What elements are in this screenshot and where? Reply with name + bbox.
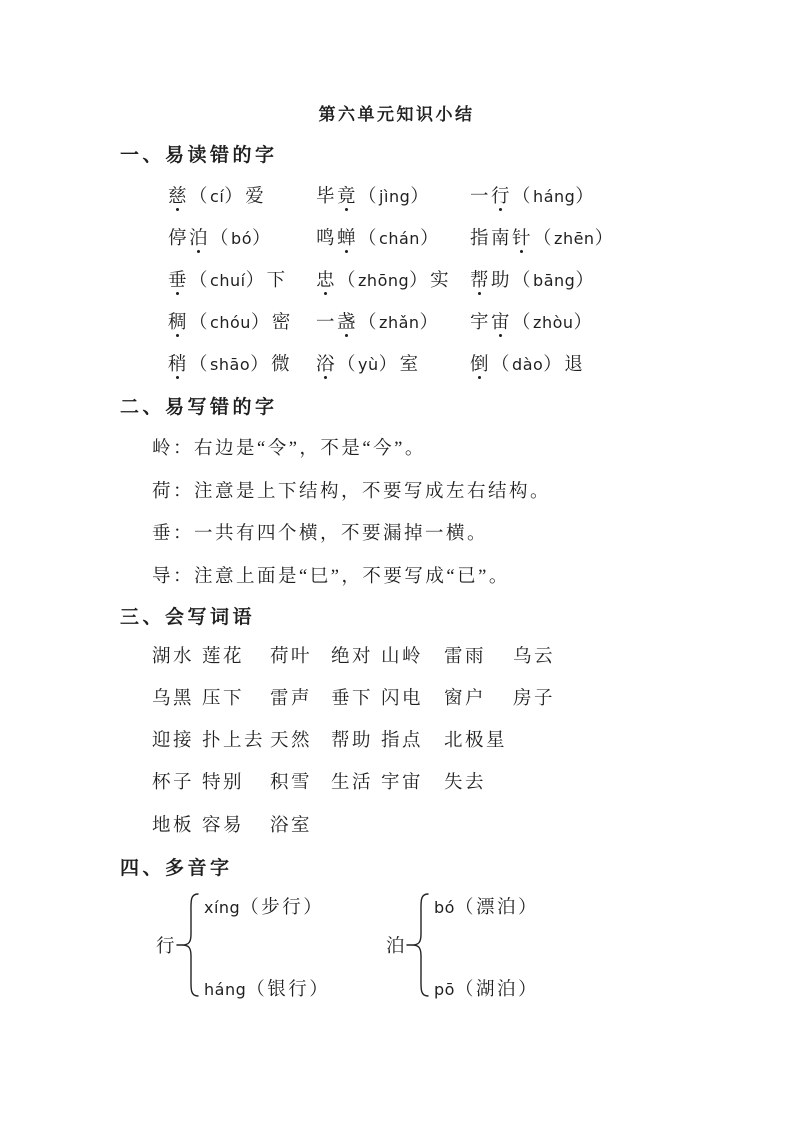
misread-term xyxy=(168,185,316,209)
paren-open: （ xyxy=(189,271,211,291)
term-pre: 一 xyxy=(316,313,338,333)
misread-term xyxy=(316,269,470,293)
paren-close: ） xyxy=(245,271,267,291)
word: 乌云 xyxy=(513,647,556,667)
paren-open: （ xyxy=(337,355,359,375)
polyphone-group xyxy=(156,890,406,1008)
example-word: （漂泊） xyxy=(454,898,539,918)
word: 莲花 xyxy=(202,647,245,667)
word-row xyxy=(152,687,772,711)
section-heading-miswritten: 二、易写错的字 xyxy=(120,397,278,418)
polyphone-reading xyxy=(204,978,330,1002)
pinyin: chán xyxy=(379,229,420,248)
term-post: 退 xyxy=(564,355,586,375)
polyphone-char: 行 xyxy=(156,937,175,957)
term-pre: 宇 xyxy=(470,313,492,333)
emphasis-char: 针 xyxy=(512,229,534,249)
word: 天然 xyxy=(270,731,313,751)
paren-close: ） xyxy=(575,187,597,207)
pinyin: pō xyxy=(434,980,455,999)
word: 特别 xyxy=(202,773,245,793)
word: 山岭 xyxy=(381,647,424,667)
paren-open: （ xyxy=(358,313,380,333)
misread-row xyxy=(168,185,748,209)
section-heading-words: 三、会写词语 xyxy=(120,607,256,628)
misread-row xyxy=(168,311,748,335)
word: 指点 xyxy=(381,731,424,751)
pinyin: yù xyxy=(358,355,379,374)
pinyin: cí xyxy=(210,187,225,206)
pinyin: shāo xyxy=(210,355,251,374)
page-title: 第六单元知识小结 xyxy=(318,105,475,124)
paren-close: ） xyxy=(419,313,441,333)
misread-term xyxy=(168,311,316,335)
misread-row xyxy=(168,353,748,377)
pinyin: bó xyxy=(231,229,252,248)
misread-row xyxy=(168,227,748,251)
paren-open: （ xyxy=(337,271,359,291)
pinyin: háng xyxy=(204,980,247,999)
term-pre: 指南 xyxy=(470,229,513,249)
misread-term xyxy=(168,269,316,293)
term-post: 室 xyxy=(399,355,421,375)
pinyin: chuí xyxy=(210,271,246,290)
paren-close: ） xyxy=(594,229,616,249)
emphasis-char: 泊 xyxy=(189,229,211,249)
word: 房子 xyxy=(513,689,556,709)
paren-close: ） xyxy=(378,355,400,375)
pinyin: zhǎn xyxy=(379,313,420,332)
curly-brace-icon xyxy=(176,892,200,998)
emphasis-char: 帮 xyxy=(470,271,492,291)
note-line: 荷：注意是上下结构，不要写成左右结构。 xyxy=(152,482,552,502)
word: 杯子 xyxy=(152,773,195,793)
paren-open: （ xyxy=(189,355,211,375)
misread-term xyxy=(470,185,748,209)
misread-term xyxy=(316,353,470,377)
word: 宇宙 xyxy=(381,773,424,793)
emphasis-char: 盏 xyxy=(337,313,359,333)
paren-close: ） xyxy=(250,313,272,333)
word: 闪电 xyxy=(381,689,424,709)
note-line: 岭：右边是“令”，不是“今”。 xyxy=(152,439,426,459)
word: 垂下 xyxy=(331,689,374,709)
misread-term xyxy=(470,269,748,293)
polyphone-char: 泊 xyxy=(386,937,405,957)
word: 地板 xyxy=(152,816,195,836)
misread-term xyxy=(316,311,470,335)
misread-term xyxy=(470,227,748,251)
term-pre: 鸣 xyxy=(316,229,338,249)
word-row xyxy=(152,771,772,795)
polyphone-reading xyxy=(204,896,324,920)
emphasis-char: 稍 xyxy=(168,355,190,375)
word: 迎接 xyxy=(152,731,195,751)
pinyin: zhēn xyxy=(554,229,595,248)
misread-term xyxy=(316,227,470,251)
word-row xyxy=(152,814,772,838)
paren-close: ） xyxy=(224,187,246,207)
word: 乌黑 xyxy=(152,689,195,709)
emphasis-char: 稠 xyxy=(168,313,190,333)
paren-open: （ xyxy=(358,187,380,207)
word: 绝对 xyxy=(331,647,374,667)
pinyin: jìng xyxy=(379,187,411,206)
word: 生活 xyxy=(331,773,374,793)
section-heading-misread: 一、易读错的字 xyxy=(120,145,278,166)
emphasis-char: 慈 xyxy=(168,187,190,207)
polyphone-reading xyxy=(434,978,539,1002)
word: 窗户 xyxy=(444,689,487,709)
word-row xyxy=(152,729,772,753)
misread-row xyxy=(168,269,748,293)
word: 容易 xyxy=(202,816,245,836)
pinyin: bó xyxy=(434,898,455,917)
word: 帮助 xyxy=(331,731,374,751)
paren-close: ） xyxy=(575,271,597,291)
term-pre: 毕 xyxy=(316,187,338,207)
pinyin: zhōng xyxy=(358,271,410,290)
paren-open: （ xyxy=(210,229,232,249)
term-mid: 助 xyxy=(491,271,513,291)
word: 北极星 xyxy=(444,731,508,751)
paren-close: ） xyxy=(250,355,272,375)
note-line: 导：注意上面是“巳”，不要写成“已”。 xyxy=(152,567,510,587)
paren-open: （ xyxy=(533,229,555,249)
pinyin: zhòu xyxy=(533,313,574,332)
emphasis-char: 行 xyxy=(491,187,513,207)
term-post: 下 xyxy=(266,271,288,291)
word: 雷雨 xyxy=(444,647,487,667)
word: 扑上去 xyxy=(202,731,266,751)
example-word: （步行） xyxy=(240,898,325,918)
emphasis-char: 宙 xyxy=(491,313,513,333)
paren-close: ） xyxy=(252,229,274,249)
paren-close: ） xyxy=(419,229,441,249)
curly-brace-icon xyxy=(406,892,430,998)
term-post: 密 xyxy=(271,313,293,333)
emphasis-char: 倒 xyxy=(470,355,492,375)
emphasis-char: 竟 xyxy=(337,187,359,207)
emphasis-char: 蝉 xyxy=(337,229,359,249)
section-heading-polyphones: 四、多音字 xyxy=(120,858,233,879)
note-line: 垂：一共有四个横，不要漏掉一横。 xyxy=(152,524,489,544)
word-row xyxy=(152,645,772,669)
misread-term xyxy=(470,311,748,335)
paren-close: ） xyxy=(573,313,595,333)
paren-close: ） xyxy=(409,271,431,291)
word: 积雪 xyxy=(270,773,313,793)
paren-open: （ xyxy=(189,313,211,333)
pinyin: chóu xyxy=(210,313,251,332)
term-post: 爱 xyxy=(245,187,267,207)
word: 压下 xyxy=(202,689,245,709)
paren-close: ） xyxy=(543,355,565,375)
example-word: （湖泊） xyxy=(454,980,539,1000)
misread-term xyxy=(316,185,470,209)
emphasis-char: 忠 xyxy=(316,271,338,291)
paren-open: （ xyxy=(512,187,534,207)
term-pre: 停 xyxy=(168,229,190,249)
word: 荷叶 xyxy=(270,647,313,667)
paren-open: （ xyxy=(491,355,513,375)
emphasis-char: 浴 xyxy=(316,355,338,375)
word: 雷声 xyxy=(270,689,313,709)
misread-term xyxy=(168,353,316,377)
pinyin: dào xyxy=(512,355,544,374)
word: 湖水 xyxy=(152,647,195,667)
term-post: 实 xyxy=(430,271,452,291)
pinyin: bāng xyxy=(533,271,576,290)
word: 浴室 xyxy=(270,816,313,836)
emphasis-char: 垂 xyxy=(168,271,190,291)
term-pre: 一 xyxy=(470,187,492,207)
polyphone-group xyxy=(386,890,636,1008)
misread-term xyxy=(470,353,748,377)
paren-open: （ xyxy=(358,229,380,249)
pinyin: xíng xyxy=(204,898,241,917)
paren-close: ） xyxy=(410,187,432,207)
paren-open: （ xyxy=(512,271,534,291)
paren-open: （ xyxy=(189,187,211,207)
term-post: 微 xyxy=(271,355,293,375)
polyphone-reading xyxy=(434,896,539,920)
word: 失去 xyxy=(444,773,487,793)
pinyin: háng xyxy=(533,187,576,206)
misread-term xyxy=(168,227,316,251)
example-word: （银行） xyxy=(246,980,331,1000)
paren-open: （ xyxy=(512,313,534,333)
